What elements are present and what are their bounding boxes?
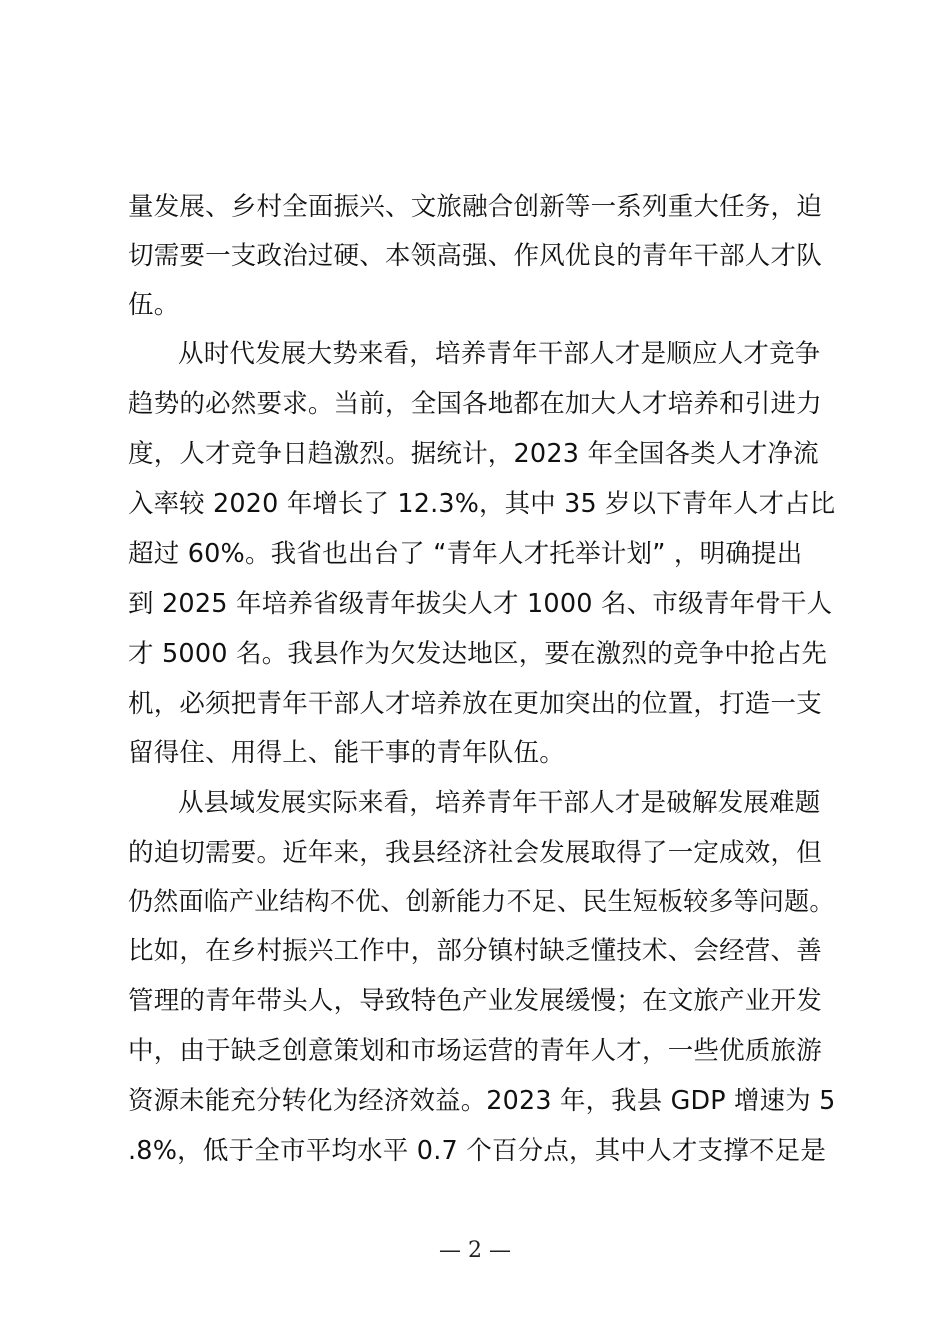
text-line: 切需要一支政治过硬、本领高强、作风优良的青年干部人才队 xyxy=(128,241,822,271)
text-line: 超过 60%。我省也出台了 “青年人才托举计划” ，明确提出 xyxy=(128,539,803,569)
text-line: 仍然面临产业结构不优、创新能力不足、民生短板较多等问题。 xyxy=(128,887,835,917)
text-line: 趋势的必然要求。当前，全国各地都在加大人才培养和引进力 xyxy=(128,389,822,419)
text-line: .8%，低于全市平均水平 0.7 个百分点，其中人才支撑不足是 xyxy=(128,1136,827,1166)
paragraph-start-line: 从时代发展大势来看，培养青年干部人才是顺应人才竞争 xyxy=(178,339,821,369)
text-line: 比如，在乡村振兴工作中，部分镇村缺乏懂技术、会经营、善 xyxy=(128,936,822,966)
page-number: — 2 — xyxy=(439,1238,511,1263)
text-line: 机，必须把青年干部人才培养放在更加突出的位置，打造一支 xyxy=(128,689,822,719)
text-line: 才 5000 名。我县作为欠发达地区，要在激烈的竞争中抢占先 xyxy=(128,639,828,669)
text-line: 到 2025 年培养省级青年拔尖人才 1000 名、市级青年骨干人 xyxy=(128,589,833,619)
text-line: 伍。 xyxy=(128,290,180,320)
paragraph-start-line: 从县域发展实际来看，培养青年干部人才是破解发展难题 xyxy=(178,788,821,818)
text-line: 留得住、用得上、能干事的青年队伍。 xyxy=(128,738,565,768)
text-line: 度，人才竞争日趋激烈。据统计，2023 年全国各类人才净流 xyxy=(128,439,819,469)
text-line: 入率较 2020 年增长了 12.3%，其中 35 岁以下青年人才占比 xyxy=(128,489,836,519)
text-line: 资源未能充分转化为经济效益。2023 年，我县 GDP 增速为 5 xyxy=(128,1086,836,1116)
text-line: 中，由于缺乏创意策划和市场运营的青年人才，一些优质旅游 xyxy=(128,1036,822,1066)
text-line: 管理的青年带头人，导致特色产业发展缓慢；在文旅产业开发 xyxy=(128,986,822,1016)
text-line: 量发展、乡村全面振兴、文旅融合创新等一系列重大任务，迫 xyxy=(128,192,822,222)
text-line: 的迫切需要。近年来，我县经济社会发展取得了一定成效，但 xyxy=(128,838,822,868)
